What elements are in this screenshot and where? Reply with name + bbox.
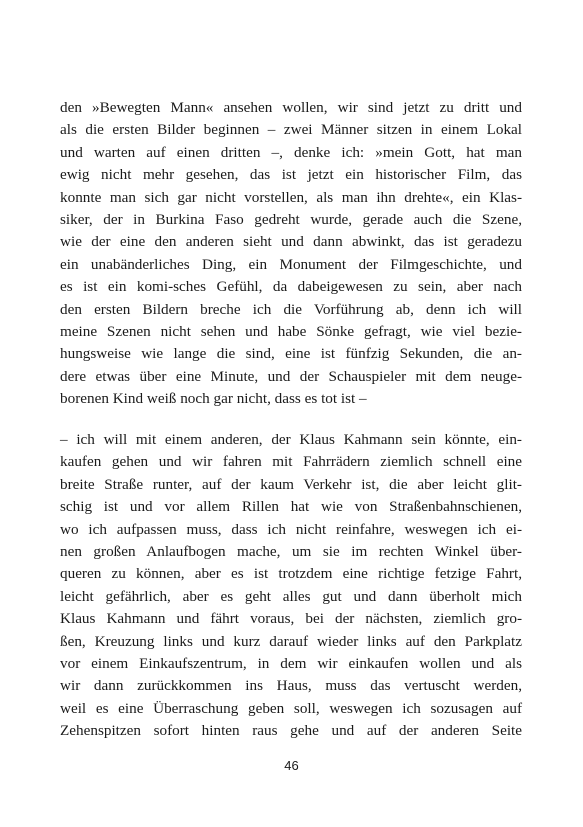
text-line: – ich will mit einem anderen, der Klaus Kahmann sein könnte, ein- <box>60 431 522 448</box>
text-line: ewig nicht mehr gesehen, das ist jetzt ein historischer Film, das <box>60 166 522 184</box>
text-line: und warten auf einen dritten –, denke ich: »mein Gott, hat man <box>60 143 522 161</box>
text-line: weil es eine Überraschung geben soll, weswegen ich sozusagen auf <box>60 699 522 717</box>
text-line: nen großen Anlaufbogen mache, um sie im rechten Winkel über- <box>60 542 522 560</box>
text-line: queren zu können, aber es ist trotzdem eine richtige fetzige Fahrt, <box>60 565 522 583</box>
page-number: 46 <box>284 758 299 773</box>
text-line: Klaus Kahmann und fährt voraus, bei der nächsten, ziemlich gro- <box>60 610 522 628</box>
text-line: leicht gefährlich, aber es geht alles gut und dann überholt mich <box>60 587 522 605</box>
text-line: breite Straße runter, auf der kaum Verkehr ist, die aber leicht glit- <box>60 475 522 493</box>
text-line: meine Szenen nicht sehen und habe Sönke gefragt, wie viel bezie- <box>60 322 522 340</box>
text-line: ein unabänderliches Ding, ein Monument der Filmgeschichte, und <box>60 255 522 273</box>
text-line: es ist ein komi-sches Gefühl, da dabeigewesen zu sein, aber nach <box>60 278 522 296</box>
text-line: Zehenspitzen sofort hinten raus gehe und auf der anderen Seite <box>60 722 522 740</box>
text-line: kaufen gehen und wir fahren mit Fahrrädern ziemlich schnell eine <box>60 453 522 471</box>
text-line: den »Bewegten Mann« ansehen wollen, wir sind jetzt zu dritt und <box>60 99 522 116</box>
text-line: als die ersten Bilder beginnen – zwei Männer sitzen in einem Lokal <box>60 121 522 139</box>
text-line: konnte man sich gar nicht vorstellen, als man ihn drehte«, ein Klas- <box>60 188 522 206</box>
text-line: wie der eine den anderen sieht und dann abwinkt, das ist geradezu <box>60 233 522 251</box>
text-line: ßen, Kreuzung links und kurz darauf wieder links auf den Parkplatz <box>60 632 522 650</box>
text-line: dere etwas über eine Minute, und der Schauspieler mit dem neuge- <box>60 367 522 385</box>
paragraph-1 <box>60 97 522 410</box>
text-line: borenen Kind weiß noch gar nicht, dass es tot ist – <box>60 390 367 408</box>
text-line: vor einem Einkaufszentrum, in dem wir einkaufen wollen und als <box>60 654 522 672</box>
text-line: den ersten Bildern breche ich die Vorführung ab, denn ich will <box>60 300 522 318</box>
text-line: siker, der in Burkina Faso gedreht wurde, gerade auch die Szene, <box>60 210 522 228</box>
text-line: wir dann zurückkommen ins Haus, muss das vertuscht werden, <box>60 677 522 695</box>
text-line: wo ich aufpassen muss, dass ich nicht reinfahre, weswegen ich ei- <box>60 520 522 538</box>
text-line: schig ist und vor allem Rillen hat wie von Straßenbahnschienen, <box>60 498 522 516</box>
text-line: hungsweise wie lange die sind, eine ist fünfzig Sekunden, die an- <box>60 345 522 363</box>
paragraph-2 <box>60 429 522 742</box>
